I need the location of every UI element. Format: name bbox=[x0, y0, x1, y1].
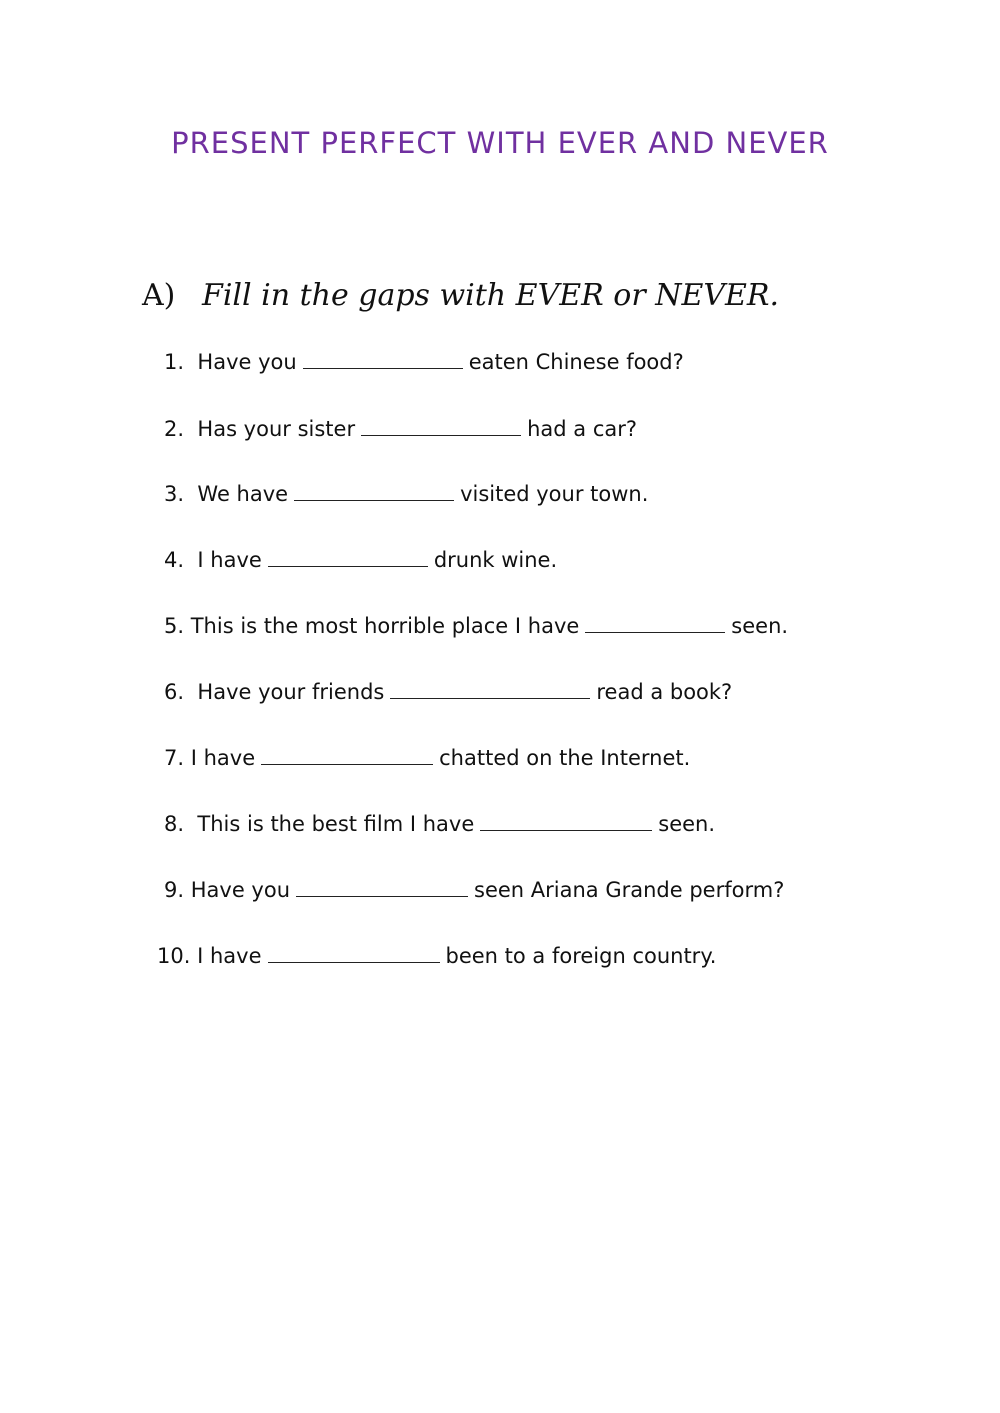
question-2 bbox=[164, 415, 637, 443]
answer-blank[interactable] bbox=[268, 546, 428, 567]
question-text-after: chatted on the Internet. bbox=[439, 746, 691, 770]
question-number: 10. bbox=[157, 944, 191, 968]
answer-blank[interactable] bbox=[296, 876, 468, 897]
question-number: 2. bbox=[164, 417, 185, 441]
question-text-before: Have you bbox=[190, 878, 291, 902]
question-number: 5. bbox=[164, 614, 185, 638]
question-9 bbox=[164, 876, 784, 904]
question-text-after: eaten Chinese food? bbox=[468, 350, 684, 374]
question-number: 4. bbox=[164, 548, 185, 572]
answer-blank[interactable] bbox=[585, 612, 725, 633]
answer-blank[interactable] bbox=[480, 810, 652, 831]
question-4 bbox=[164, 546, 557, 574]
answer-blank[interactable] bbox=[261, 744, 433, 765]
instruction-text: Fill in the gaps with EVER or NEVER. bbox=[202, 278, 780, 313]
instruction-heading bbox=[142, 278, 779, 313]
question-text-before: We have bbox=[197, 482, 289, 506]
question-text-before: This is the best film I have bbox=[197, 812, 475, 836]
question-text-before: Have you bbox=[197, 350, 297, 374]
question-7 bbox=[164, 744, 690, 772]
question-text-before: I have bbox=[197, 944, 262, 968]
question-text-after: visited your town. bbox=[460, 482, 649, 506]
worksheet-title: PRESENT PERFECT WITH EVER AND NEVER bbox=[171, 126, 829, 160]
question-1 bbox=[164, 348, 684, 376]
answer-blank[interactable] bbox=[361, 415, 521, 436]
question-text-after: seen. bbox=[731, 614, 789, 638]
question-3 bbox=[164, 480, 648, 508]
answer-blank[interactable] bbox=[294, 480, 454, 501]
answer-blank[interactable] bbox=[390, 678, 590, 699]
question-text-after: read a book? bbox=[596, 680, 733, 704]
question-5 bbox=[164, 612, 788, 640]
question-text-before: Has your sister bbox=[197, 417, 356, 441]
question-text-after: had a car? bbox=[527, 417, 638, 441]
question-text-after: seen. bbox=[658, 812, 716, 836]
question-6 bbox=[164, 678, 732, 706]
question-8 bbox=[164, 810, 715, 838]
question-text-before: Have your friends bbox=[197, 680, 385, 704]
section-letter: A) bbox=[142, 278, 176, 313]
question-text-after: been to a foreign country. bbox=[445, 944, 717, 968]
question-number: 6. bbox=[164, 680, 185, 704]
question-text-after: seen Ariana Grande perform? bbox=[474, 878, 785, 902]
question-number: 7. bbox=[164, 746, 185, 770]
question-text-before: This is the most horrible place I have bbox=[190, 614, 580, 638]
question-text-before: I have bbox=[197, 548, 262, 572]
question-text-before: I have bbox=[190, 746, 256, 770]
question-number: 8. bbox=[164, 812, 185, 836]
answer-blank[interactable] bbox=[268, 942, 440, 963]
question-number: 9. bbox=[164, 878, 185, 902]
question-number: 1. bbox=[164, 350, 185, 374]
question-text-after: drunk wine. bbox=[433, 548, 558, 572]
question-number: 3. bbox=[164, 482, 185, 506]
question-10 bbox=[157, 942, 716, 970]
answer-blank[interactable] bbox=[303, 348, 463, 369]
